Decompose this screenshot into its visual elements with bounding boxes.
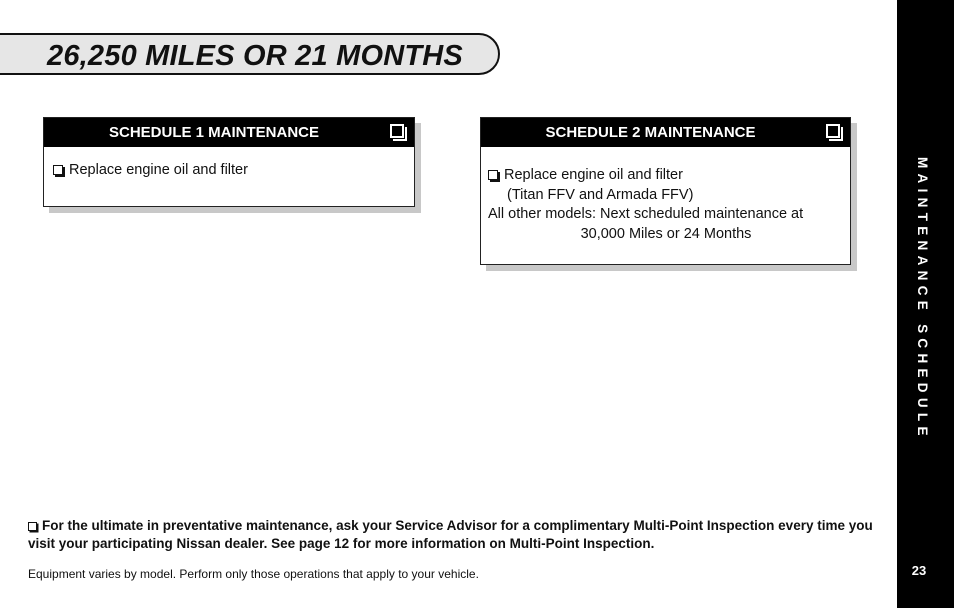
schedule-2-header — [481, 118, 850, 147]
side-tab-label: MAINTENANCE SCHEDULE — [915, 157, 930, 441]
checkbox-icon — [390, 124, 404, 138]
schedule-2-title: SCHEDULE 2 MAINTENANCE — [545, 124, 756, 141]
schedule-2-body — [481, 147, 850, 244]
schedule-2-other-models: All other models: Next scheduled maintenance at — [488, 206, 804, 222]
list-item — [53, 161, 406, 181]
schedule-2-box — [480, 117, 851, 265]
page-title: 26,250 MILES OR 21 MONTHS — [47, 40, 463, 72]
footnote: Equipment varies by model. Perform only those operations that apply to your vehicle. — [28, 567, 479, 581]
page-number: 23 — [911, 563, 927, 578]
list-item — [488, 166, 844, 186]
checkbox-icon — [826, 124, 840, 138]
schedule-2-item-note: (Titan FFV and Armada FFV) — [507, 186, 694, 203]
advisory-note — [28, 517, 888, 552]
schedule-2-next-interval: 30,000 Miles or 24 Months — [580, 225, 752, 242]
schedule-2-item: Replace engine oil and filter — [504, 167, 683, 183]
advisory-text: For the ultimate in preventative maintenance, ask your Service Advisor for a complimentary Multi-Point Inspection every time you visit your participating Nissan dealer. See page 12 for more information on Multi-Point Inspection. — [28, 518, 873, 551]
schedule-1-header — [44, 118, 414, 147]
schedule-1-box — [43, 117, 415, 207]
checkbox-icon — [53, 165, 63, 175]
schedule-1-item: Replace engine oil and filter — [69, 162, 248, 178]
schedule-1-body — [44, 147, 414, 181]
checkbox-icon — [28, 522, 37, 531]
checkbox-icon — [488, 170, 498, 180]
schedule-1-title: SCHEDULE 1 MAINTENANCE — [108, 124, 319, 141]
